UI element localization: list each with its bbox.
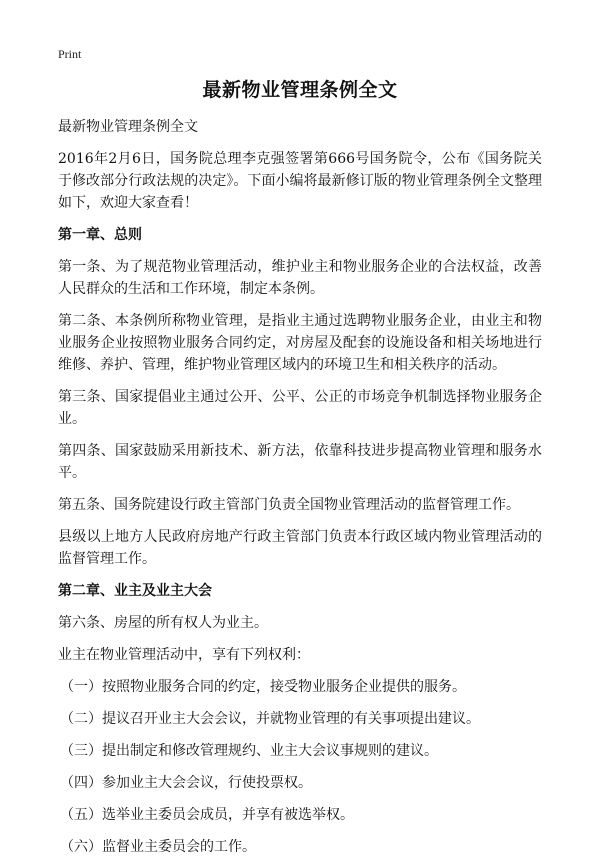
- right-item-5: （五）选举业主委员会成员，并享有被选举权。: [60, 807, 354, 823]
- article-5: 第五条、国务院建设行政主管部门负责全国物业管理活动的监督管理工作。: [58, 497, 520, 513]
- article-4: 第四条、国家鼓励采用新技术、新方法，依靠科技进步提高物业管理和服务水平。: [58, 443, 542, 481]
- article-5-local: 县级以上地方人民政府房地产行政主管部门负责本行政区域内物业管理活动的监督管理工作。: [58, 529, 542, 567]
- print-label: Print: [58, 47, 82, 61]
- document-title: 最新物业管理条例全文: [202, 79, 398, 101]
- rights-intro: 业主在物业管理活动中，享有下列权利：: [58, 647, 310, 663]
- article-2: 第二条、本条例所称物业管理，是指业主通过选聘物业服务企业，由业主和物业服务企业按照物业服务合同约定，对房屋及配套的设施设备和相关场地进行维修、养护、管理，维护物业管理区域内的环境卫生和相关秩序的活动。: [58, 313, 542, 373]
- right-item-2: （二）提议召开业主大会会议，并就物业管理的有关事项提出建议。: [60, 711, 480, 727]
- chapter-2-heading: 第二章、业主及业主大会: [58, 583, 212, 599]
- right-item-4: （四）参加业主大会会议，行使投票权。: [60, 775, 312, 791]
- article-1: 第一条、为了规范物业管理活动，维护业主和物业服务企业的合法权益，改善人民群众的生活和工作环境，制定本条例。: [58, 259, 542, 297]
- chapter-1-heading: 第一章、总则: [58, 227, 142, 243]
- right-item-1: （一）按照物业服务合同的约定，接受物业服务企业提供的服务。: [60, 679, 466, 695]
- article-3: 第三条、国家提倡业主通过公开、公平、公正的市场竞争机制选择物业服务企业。: [58, 389, 542, 427]
- right-item-6: （六）监督业主委员会的工作。: [60, 839, 256, 855]
- document-subtitle: 最新物业管理条例全文: [58, 119, 198, 135]
- right-item-3: （三）提出制定和修改管理规约、业主大会议事规则的建议。: [60, 743, 438, 759]
- article-6: 第六条、房屋的所有权人为业主。: [58, 615, 268, 631]
- intro-paragraph: 2016年2月6日，国务院总理李克强签署第666号国务院令，公布《国务院关于修改部分行政法规的决定》。下面小编将最新修订版的物业管理条例全文整理如下，欢迎大家查看！: [58, 151, 542, 211]
